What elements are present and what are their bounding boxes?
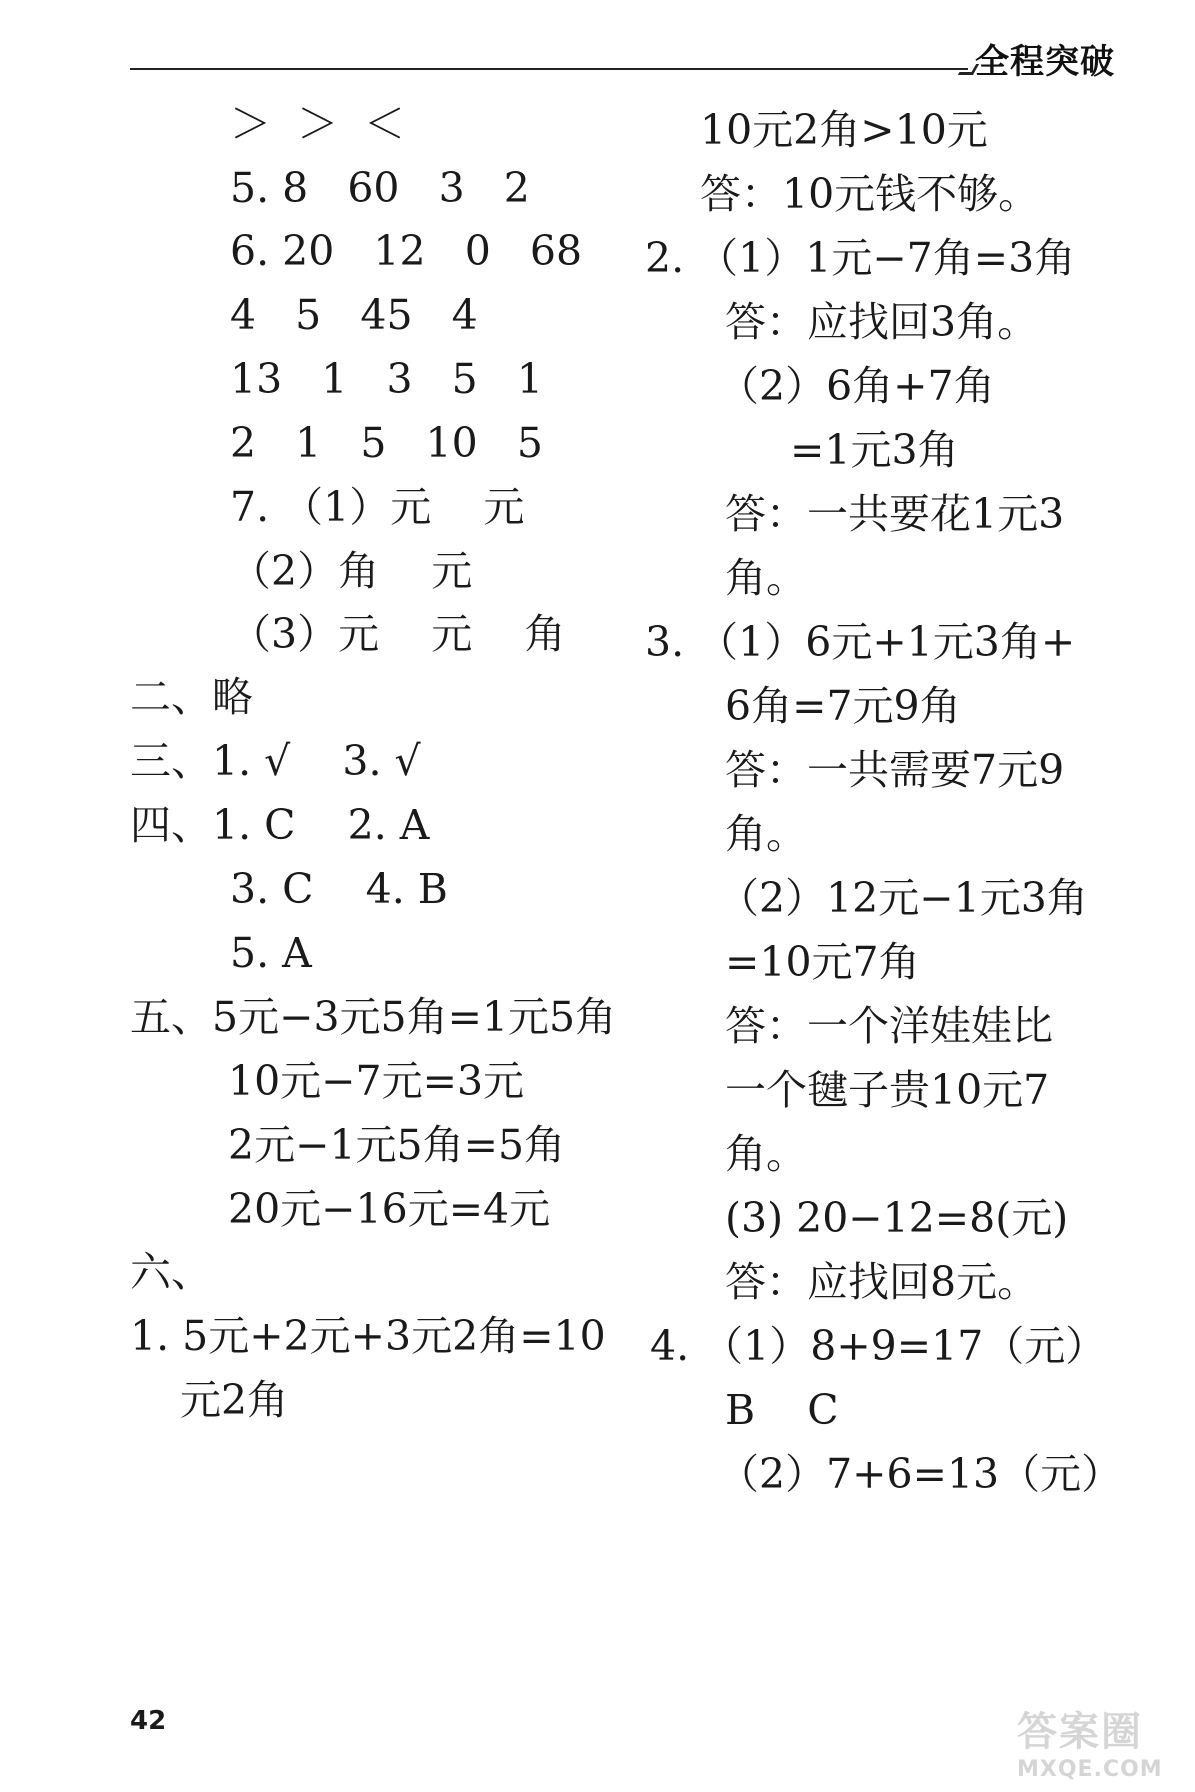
left-line: 二、略 [130,673,253,721]
right-line: 答：应找回3角。 [725,298,1039,346]
right-line: 角。 [725,810,807,858]
left-line: 1. 5元+2元+3元2角=10 [130,1312,606,1360]
left-line: 20元−16元=4元 [228,1185,551,1233]
right-line: 10元2角>10元 [700,106,988,154]
left-line: 六、 [130,1248,212,1296]
left-line: 3. C 4. B [230,865,448,913]
right-line: 角。 [725,1130,807,1178]
left-line: 元2角 [180,1376,289,1424]
right-line: 答：一共需要7元9 [725,746,1065,794]
right-line: B C [725,1386,839,1434]
right-line: =10元7角 [725,938,920,986]
left-line: 10元−7元=3元 [228,1057,525,1105]
right-line: （2）6角+7角 [718,362,995,410]
left-line: ＞ ＞ ＜ [230,100,406,148]
header-title: 全程突破 [975,34,1115,83]
left-line: 三、1. √ 3. √ [130,737,421,785]
left-line: 4 5 45 4 [230,291,478,339]
right-line: 4. （1）8+9=17（元） [650,1322,1107,1370]
left-line: 6. 20 12 0 68 [230,227,583,275]
right-line: 答：应找回8元。 [725,1258,1039,1306]
right-line: （2）7+6=13（元） [718,1450,1123,1498]
left-line: （3）元 元 角 [230,610,566,658]
page-number: 42 [130,1706,167,1736]
left-line: 四、1. C 2. A [130,801,430,849]
left-line: 2 1 5 10 5 [230,419,543,467]
right-line: 3. （1）6元+1元3角+ [645,618,1076,666]
right-line: （2）12元−1元3角 [718,874,1088,922]
left-line: 5. A [230,929,312,977]
header-rule [130,68,968,70]
right-line: 2. （1）1元−7角=3角 [645,234,1076,282]
right-line: 角。 [725,554,807,602]
right-line: =1元3角 [790,426,959,474]
left-line: （2）角 元 [230,547,473,595]
right-line: 答：10元钱不够。 [700,170,1040,218]
left-line: 5. 8 60 3 2 [230,164,530,212]
right-line: (3) 20−12=8(元) [725,1194,1069,1242]
left-line: 2元−1元5角=5角 [228,1121,566,1169]
right-line: 答：一个洋娃娃比 [725,1002,1053,1050]
left-line: 五、5元−3元5角=1元5角 [130,993,617,1041]
right-line: 6角=7元9角 [725,682,961,730]
right-line: 答：一共要花1元3 [725,490,1065,538]
watermark [1017,1700,1167,1782]
watermark-url: MXQE.COM [1017,1757,1163,1782]
left-line: 7. （1）元 元 [230,483,525,531]
left-line: 13 1 3 5 1 [230,355,543,403]
watermark-logo: 答案圈 [1017,1709,1143,1755]
right-line: 一个毽子贵10元7 [725,1066,1050,1114]
